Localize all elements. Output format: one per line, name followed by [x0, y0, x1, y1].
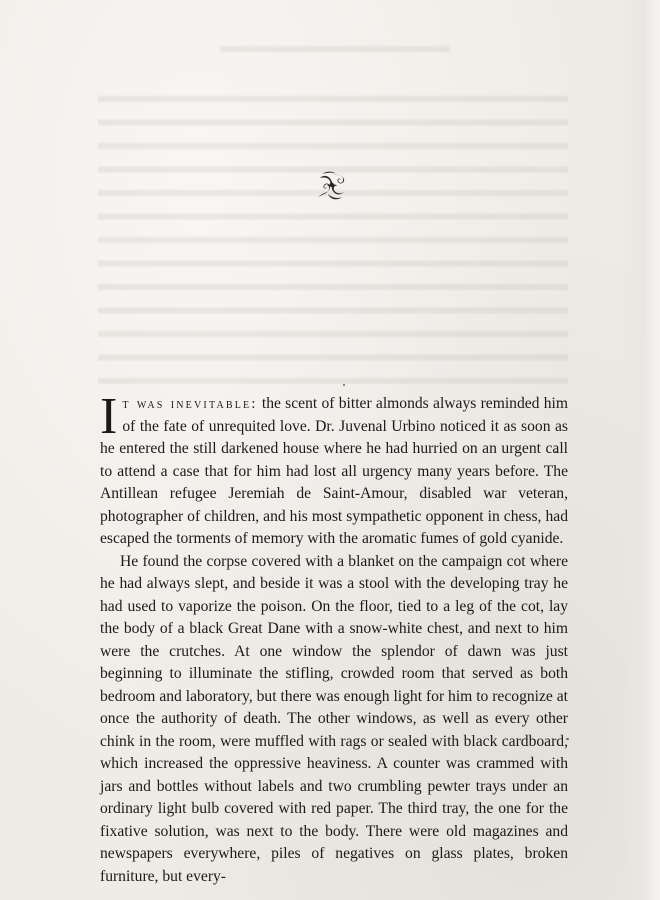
- chapter-body: [100, 388, 568, 888]
- bleed-through-header: [220, 46, 450, 52]
- opening-paragraph-text: the scent of bitter almonds always reminded him of the fate of unrequited love. Dr. Juvenal Urbino noticed it as soon as he entered the still darkened house where he had hurried on an urgent call to attend a case that for him had lost all urgency many years before. The Antillean refugee Jeremiah de Saint-Amour, disabled war veteran, photographer of children, and his most sympathetic opponent in chess, had escaped the torments of memory with the aromatic fumes of gold cyanide.: [100, 395, 568, 547]
- bleed-through-text: [98, 84, 568, 384]
- floral-ornament-icon: [314, 168, 350, 202]
- opening-paragraph: [100, 388, 568, 551]
- drop-cap: I: [100, 388, 118, 445]
- opening-small-caps: t was inevitable:: [122, 396, 258, 412]
- second-paragraph: He found the corpse covered with a blanket on the campaign cot where he had always slept, and beside it was a stool with the developing tray he had used to vaporize the poison. On the floor, tied to a leg of the cot, lay the body of a black Great Dane with a snow-white chest, and next to him were the crutches. At one window the splendor of dawn was just beginning to illuminate the stifling, crowded room that served as both bedroom and laboratory, but there was enough light for him to recognize at once the authority of death. The other windows, as well as every other chink in the room, were muffled with rags or sealed with black cardboard, which increased the oppressive heaviness. A counter was crammed with jars and bottles without labels and two crumbling pewter trays under an ordinary light bulb covered with red paper. The third tray, the one for the fixative solution, was next to the body. There were old magazines and newspapers everywhere, piles of negatives on glass plates, broken furniture, but every-: [100, 552, 568, 885]
- paper-speck: [343, 384, 345, 386]
- page-edge: [618, 0, 660, 900]
